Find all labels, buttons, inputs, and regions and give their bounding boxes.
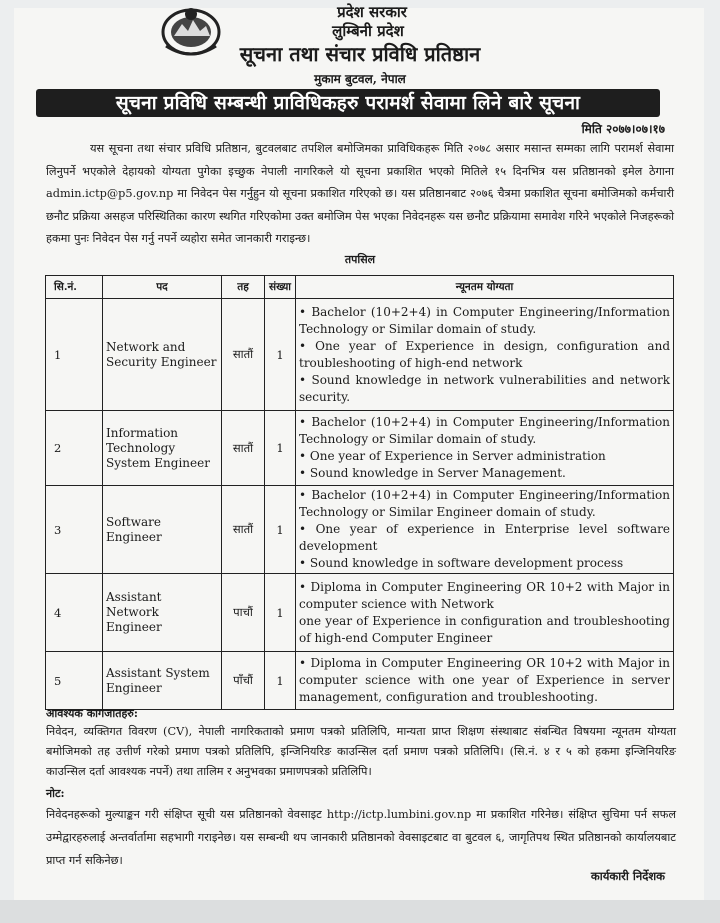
row-count: 1 [265, 411, 296, 486]
organization-location: मुकाम बुटवल, नेपाल [314, 72, 406, 86]
row-level: सातौं [222, 299, 265, 411]
qualification-item: • Sound knowledge in software development process [299, 556, 624, 570]
header-line-1: प्रदेश सरकार [337, 3, 407, 21]
notice-date: मिति २०७७।०७।१७ [581, 122, 665, 136]
header-count: संख्या [265, 276, 296, 299]
row-sn: 1 [46, 299, 103, 411]
row-sn: 4 [46, 574, 103, 652]
notice-banner: सूचना प्रविधि सम्बन्धी प्राविधिकहरु परामर्श सेवामा लिने बारे सूचना [36, 89, 660, 117]
row-count: 1 [265, 574, 296, 652]
table-row [46, 486, 674, 574]
table-header-row [46, 276, 674, 299]
row-level: सातौं [222, 486, 265, 574]
row-sn: 2 [46, 411, 103, 486]
qualification-item: • Bachelor (10+2+4) in Computer Engineering/Information Technology or Similar domain of study. [299, 415, 670, 446]
signature-title: कार्यकारी निर्देशक [590, 869, 665, 883]
row-count: 1 [265, 299, 296, 411]
row-sn: 3 [46, 486, 103, 574]
qualification-item: • Sound knowledge in network vulnerabilities and network security. [299, 372, 670, 404]
qualification-item: • One year of Experience in Server administration [299, 449, 606, 463]
documents-text: निवेदन, व्यक्तिगत विवरण (CV), नेपाली नागरिकताको प्रमाण पत्रको प्रतिलिपि, मान्यता प्राप्त शिक्षण संस्थाबाट संबन्धित विषयमा न्यूनतम योग्यता बमोजिमको तह उत्तीर्ण गरेको प्रमाण पत्रको प्रतिलिपि, इन्जिनियरिङ काउन्सिल दर्ता प्रमाण पत्रको प्रतिलिपि। (सि.नं. ४ र ५ को हकमा इन्जिनियरिङ काउन्सिल दर्ता आवश्यक नपर्ने) तथा तालिम र अनुभवका प्रमाणपत्रको प्रतिलिपि। [46, 725, 676, 778]
row-position: Assistant System Engineer [103, 652, 222, 710]
table-row [46, 411, 674, 486]
row-level: पाचौं [222, 574, 265, 652]
qualification-item: • One year of experience in Enterprise level software development [299, 522, 670, 553]
qualification-item: • One year of Experience in design, configuration and troubleshooting of high-end network [299, 338, 670, 370]
intro-paragraph: यस सूचना तथा संचार प्रविधि प्रतिष्ठान, बुटवलबाट तपशिल बमोजिमका प्राविधिकहरू मिति २०७८ असार मसान्त सम्मका लागि परामर्श सेवामा लिनुपर्ने भएकोले देहायको योग्यता पुगेका इच्छुक नेपाली नागरिकले यो सूचना प्रकाशित भएको मितिले १५ दिनभित्र यस प्रतिष्ठानको इमेल ठेगाना admin.ictp@p5.gov.np मा निवेदन पेस गर्नुहुन यो सूचना प्रकाशित गरिएको छ। यस प्रतिष्ठानबाट २०७६ चैत्रमा प्रकाशित सूचना बमोजिमको कर्मचारी छनौट प्रक्रिया असहज परिस्थितिका कारण स्थगित गरिएकोमा उक्त बमोजिम पेस भएका निवेदनहरू यस छनौट प्रक्रियामा समावेश गरिने भएकोले निजहरूको हकमा पुनः निवेदन पेस गर्नु नपर्ने व्यहोरा समेत जानकारी गराइन्छ। [46, 142, 674, 245]
header-line-2: लुम्बिनी प्रदेश [332, 22, 404, 40]
row-qualification [296, 411, 674, 486]
row-level: सातौं [222, 411, 265, 486]
table-row [46, 652, 674, 710]
row-qualification [296, 652, 674, 710]
row-position: Network and Security Engineer [103, 299, 222, 411]
row-count: 1 [265, 486, 296, 574]
note-text: निवेदनहरूको मुल्याङ्कन गरी संक्षिप्त सूची यस प्रतिष्ठानको वेवसाइट http://ictp.lumbini.gov.np मा प्रकाशित गरिनेछ। संक्षिप्त सुचिमा पर्न सफल उम्मेद्वारहरुलाई अन्तर्वार्तामा सहभागी गराइनेछ। यस सम्बन्धी थप जानकारी प्रतिष्ठानको वेवसाइटबाट वा बुटवल ६, जागृतिपथ स्थित प्रतिष्ठानको कार्यालयबाट प्राप्त गर्न सकिनेछ। [46, 808, 676, 867]
qualification-item: • Bachelor (10+2+4) in Computer Engineering/Information Technology or Similar domain of study. [299, 304, 670, 336]
row-position: Assistant Network Engineer [103, 574, 222, 652]
qualification-item: one year of Experience in configuration and troubleshooting of high-end Computer Engineer [299, 613, 670, 645]
organization-title: सूचना तथा संचार प्रविधि प्रतिष्ठान [239, 42, 481, 66]
qualification-item: • Diploma in Computer Engineering OR 10+2 with Major in computer science with one year of Experience in server management, configuration and troubleshooting. [299, 656, 670, 704]
row-qualification [296, 299, 674, 411]
row-count: 1 [265, 652, 296, 710]
qualification-item: • Sound knowledge in Server Management. [299, 466, 566, 480]
table-row [46, 299, 674, 411]
table-row [46, 574, 674, 652]
table-caption: तपसिल [344, 253, 376, 266]
header-sn: सि.नं. [46, 276, 103, 299]
qualification-item: • Diploma in Computer Engineering OR 10+2 with Major in computer science with Network [299, 579, 670, 611]
note-heading: नोट: [46, 787, 65, 800]
row-position: Information Technology System Engineer [103, 411, 222, 486]
header-position: पद [103, 276, 222, 299]
row-qualification [296, 486, 674, 574]
header-qualification: न्यूनतम योग्यता [296, 276, 674, 299]
positions-table [45, 275, 674, 710]
row-qualification [296, 574, 674, 652]
documents-heading: आवश्यक कागजातहरु: [46, 707, 138, 720]
row-sn: 5 [46, 652, 103, 710]
row-position: Software Engineer [103, 486, 222, 574]
header-level: तह [222, 276, 265, 299]
qualification-item: • Bachelor (10+2+4) in Computer Engineering/Information Technology or Similar Engineer domain of study. [299, 488, 670, 519]
bottom-margin [0, 900, 720, 923]
row-level: पाँचौं [222, 652, 265, 710]
